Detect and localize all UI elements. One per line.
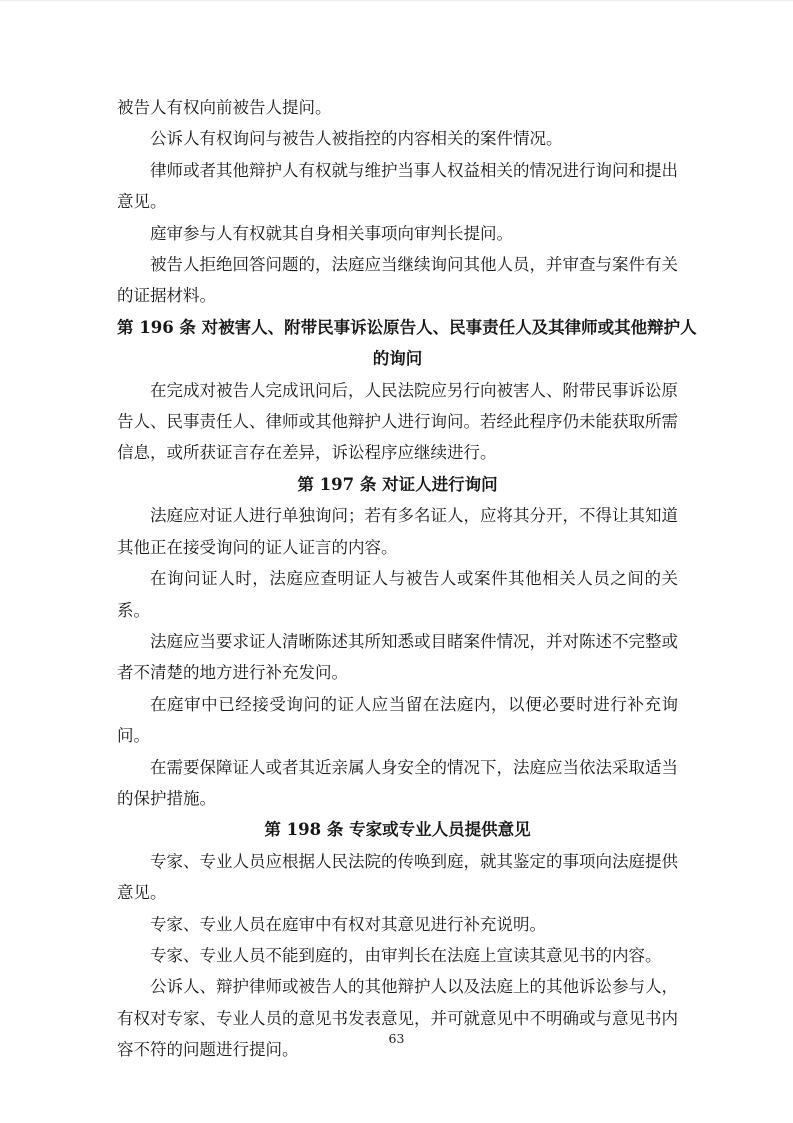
paragraph: 公诉人、辩护律师或被告人的其他辩护人以及法庭上的其他诉讼参与人，有权对专家、专业人员的意见书发表意见，并可就意见中不明确或与意见书内容不符的问题进行提问。 <box>117 977 678 1060</box>
paragraph: 在询问证人时，法庭应查明证人与被告人或案件其他相关人员之间的关系。 <box>117 569 678 620</box>
paragraph: 在完成对被告人完成讯问后，人民法院应另行向被害人、附带民事诉讼原告人、民事责任人、律师或其他辩护人进行询问。若经此程序仍未能获取所需信息，或所获证言存在差异，诉讼程序应继续进行。 <box>117 380 678 463</box>
paragraph: 法庭应当要求证人清晰陈述其所知悉或目睹案件情况，并对陈述不完整或者不清楚的地方进行补充发问。 <box>117 631 678 683</box>
paragraph: 在需要保障证人或者其近亲属人身安全的情况下，法庭应当依法采取适当的保护措施。 <box>117 757 678 808</box>
paragraph: 在庭审中已经接受询问的证人应当留在法庭内，以便必要时进行补充询问。 <box>117 694 678 746</box>
paragraph: 法庭应对证人进行单独询问；若有多名证人，应将其分开，不得让其知道其他正在接受询问的证人证言的内容。 <box>117 506 678 557</box>
paragraph: 被告人拒绝回答问题的，法庭应当继续询问其他人员，并审查与案件有关的证据材料。 <box>117 255 678 306</box>
paragraph: 律师或者其他辩护人有权就与维护当事人权益相关的情况进行询问和提出意见。 <box>117 160 678 212</box>
paragraph: 被告人有权向前被告人提问。 <box>117 98 332 117</box>
paragraph: 庭审参与人有权就其自身相关事项向审判长提问。 <box>150 223 513 243</box>
article-heading-line: 第 196 条 对被害人、附带民事诉讼原告人、民事责任人及其律师或其他辩护人 <box>117 317 697 337</box>
document-body <box>117 92 697 1066</box>
paragraph: 专家、专业人员不能到庭的，由审判长在法庭上宣读其意见书的内容。 <box>150 945 662 965</box>
article-heading-line: 的询问 <box>372 349 423 369</box>
paragraph: 专家、专业人员在庭审中有权对其意见进行补充说明。 <box>150 914 546 934</box>
paragraph: 公诉人有权询问与被告人被指控的内容相关的案件情况。 <box>150 129 563 149</box>
page-number: 63 <box>388 1031 405 1046</box>
article-heading <box>117 312 697 375</box>
page-footer <box>0 1030 793 1048</box>
paragraph: 专家、专业人员应根据人民法院的传唤到庭，就其鉴定的事项向法庭提供意见。 <box>117 851 678 903</box>
article-heading-line: 第 198 条 专家或专业人员提供意见 <box>264 820 531 840</box>
article-heading <box>117 814 678 845</box>
article-heading <box>117 469 678 500</box>
article-heading-line: 第 197 条 对证人进行询问 <box>297 474 498 494</box>
